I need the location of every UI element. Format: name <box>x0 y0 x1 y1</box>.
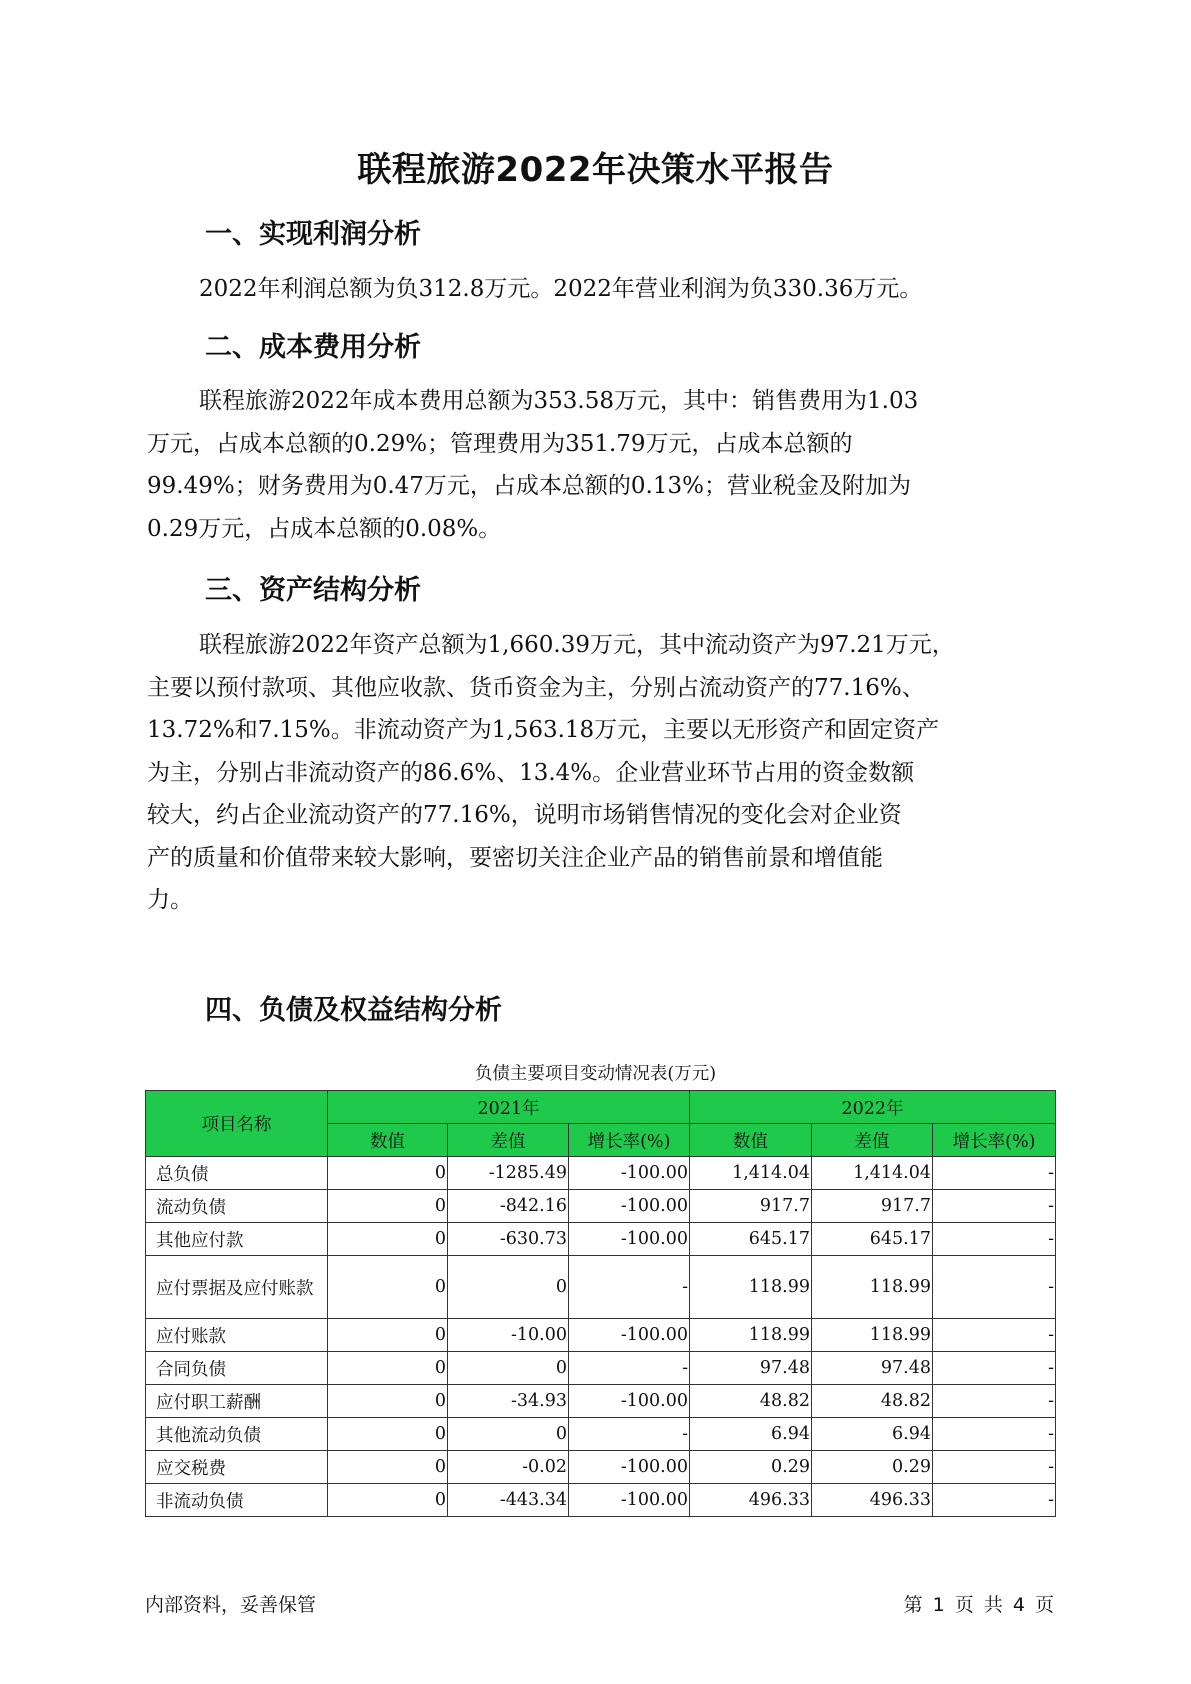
cell-diff-2022: 118.99 <box>812 1319 933 1352</box>
cell-growth-2022: - <box>933 1352 1056 1385</box>
cell-value-2021: 0 <box>328 1418 448 1451</box>
cell-value-2021: 0 <box>328 1385 448 1418</box>
cell-diff-2022: 97.48 <box>812 1352 933 1385</box>
cell-diff-2021: 0 <box>448 1352 569 1385</box>
cell-diff-2021: -842.16 <box>448 1190 569 1223</box>
table-row <box>146 1484 1056 1517</box>
table-row <box>146 1223 1056 1256</box>
header-col-diff-2022: 差值 <box>812 1124 933 1157</box>
section-body-cost <box>147 380 1052 550</box>
paragraph-line: 万元，占成本总额的0.29%；管理费用为351.79万元，占成本总额的 <box>147 430 853 457</box>
paragraph-line: 产的质量和价值带来较大影响，要密切关注企业产品的销售前景和增值能 <box>147 844 883 871</box>
cell-diff-2022: 6.94 <box>812 1418 933 1451</box>
cell-value-2022: 496.33 <box>690 1484 812 1517</box>
cell-value-2022: 48.82 <box>690 1385 812 1418</box>
cell-growth-2021: -100.00 <box>569 1223 690 1256</box>
cell-value-2022: 118.99 <box>690 1319 812 1352</box>
cell-growth-2022: - <box>933 1418 1056 1451</box>
cell-growth-2022: - <box>933 1223 1056 1256</box>
paragraph-line: 联程旅游2022年成本费用总额为353.58万元，其中：销售费用为1.03 <box>199 388 919 414</box>
cell-diff-2021: 0 <box>448 1256 569 1319</box>
cell-item-name: 其他流动负债 <box>146 1418 328 1451</box>
header-col-diff-2021: 差值 <box>448 1124 569 1157</box>
cell-value-2021: 0 <box>328 1352 448 1385</box>
cell-value-2021: 0 <box>328 1451 448 1484</box>
cell-value-2021: 0 <box>328 1256 448 1319</box>
cell-growth-2022: - <box>933 1190 1056 1223</box>
cell-value-2021: 0 <box>328 1319 448 1352</box>
table-row <box>146 1352 1056 1385</box>
footer-page-number: 第 1 页 共 4 页 <box>903 1594 1054 1616</box>
section-heading-liabilities: 四、负债及权益结构分析 <box>205 995 502 1026</box>
cell-value-2022: 0.29 <box>690 1451 812 1484</box>
cell-growth-2021: - <box>569 1418 690 1451</box>
cell-growth-2021: -100.00 <box>569 1319 690 1352</box>
cell-diff-2021: -1285.49 <box>448 1157 569 1190</box>
cell-diff-2021: -630.73 <box>448 1223 569 1256</box>
cell-value-2022: 6.94 <box>690 1418 812 1451</box>
cell-value-2021: 0 <box>328 1484 448 1517</box>
cell-diff-2022: 118.99 <box>812 1256 933 1319</box>
header-col-value-2021: 数值 <box>328 1124 448 1157</box>
table-row <box>146 1319 1056 1352</box>
cell-value-2021: 0 <box>328 1157 448 1190</box>
cell-item-name: 应交税费 <box>146 1451 328 1484</box>
cell-growth-2022: - <box>933 1256 1056 1319</box>
cell-growth-2021: -100.00 <box>569 1157 690 1190</box>
table-row <box>146 1451 1056 1484</box>
cell-growth-2022: - <box>933 1385 1056 1418</box>
section-body-profit <box>147 268 1052 311</box>
header-col-value-2022: 数值 <box>690 1124 812 1157</box>
table-row <box>146 1256 1056 1319</box>
cell-value-2022: 118.99 <box>690 1256 812 1319</box>
paragraph-line: 0.29万元，占成本总额的0.08%。 <box>147 515 502 542</box>
table-caption: 负债主要项目变动情况表(万元) <box>474 1064 717 1084</box>
header-year-2022: 2022年 <box>690 1091 1056 1124</box>
paragraph-line: 2022年利润总额为负312.8万元。2022年营业利润为负330.36万元。 <box>199 276 923 302</box>
report-title: 联程旅游2022年决策水平报告 <box>357 150 834 190</box>
cell-growth-2022: - <box>933 1451 1056 1484</box>
liabilities-table <box>145 1090 1056 1517</box>
cell-item-name: 应付账款 <box>146 1319 328 1352</box>
paragraph-line: 较大，约占企业流动资产的77.16%，说明市场销售情况的变化会对企业资 <box>147 802 902 828</box>
paragraph-line: 联程旅游2022年资产总额为1,660.39万元，其中流动资产为97.21万元， <box>199 632 955 658</box>
cell-item-name: 合同负债 <box>146 1352 328 1385</box>
cell-diff-2022: 48.82 <box>812 1385 933 1418</box>
cell-diff-2021: -10.00 <box>448 1319 569 1352</box>
cell-growth-2022: - <box>933 1319 1056 1352</box>
cell-growth-2021: -100.00 <box>569 1385 690 1418</box>
cell-growth-2021: -100.00 <box>569 1451 690 1484</box>
table-row <box>146 1157 1056 1190</box>
cell-diff-2021: -443.34 <box>448 1484 569 1517</box>
paragraph-line: 13.72%和7.15%。非流动资产为1,563.18万元，主要以无形资产和固定资产 <box>147 717 940 743</box>
section-heading-cost: 二、成本费用分析 <box>205 332 421 363</box>
cell-diff-2021: 0 <box>448 1418 569 1451</box>
table-row <box>146 1418 1056 1451</box>
cell-diff-2022: 645.17 <box>812 1223 933 1256</box>
cell-item-name: 应付票据及应付账款 <box>146 1256 328 1319</box>
cell-value-2022: 97.48 <box>690 1352 812 1385</box>
cell-item-name: 流动负债 <box>146 1190 328 1223</box>
header-col-growth-2022: 增长率(%) <box>933 1124 1056 1157</box>
footer-confidential-note: 内部资料，妥善保管 <box>145 1594 317 1616</box>
section-body-assets <box>147 624 1052 922</box>
section-heading-assets: 三、资产结构分析 <box>205 575 421 606</box>
cell-diff-2022: 917.7 <box>812 1190 933 1223</box>
cell-diff-2022: 0.29 <box>812 1451 933 1484</box>
cell-value-2022: 1,414.04 <box>690 1157 812 1190</box>
header-col-growth-2021: 增长率(%) <box>569 1124 690 1157</box>
cell-growth-2022: - <box>933 1157 1056 1190</box>
section-heading-profit: 一、实现利润分析 <box>205 219 421 250</box>
cell-value-2022: 917.7 <box>690 1190 812 1223</box>
cell-growth-2022: - <box>933 1484 1056 1517</box>
cell-growth-2021: - <box>569 1352 690 1385</box>
cell-diff-2022: 496.33 <box>812 1484 933 1517</box>
cell-value-2021: 0 <box>328 1190 448 1223</box>
table-row <box>146 1190 1056 1223</box>
paragraph-line: 99.49%；财务费用为0.47万元，占成本总额的0.13%；营业税金及附加为 <box>147 473 911 499</box>
cell-diff-2022: 1,414.04 <box>812 1157 933 1190</box>
cell-item-name: 其他应付款 <box>146 1223 328 1256</box>
cell-value-2021: 0 <box>328 1223 448 1256</box>
cell-value-2022: 645.17 <box>690 1223 812 1256</box>
cell-item-name: 应付职工薪酬 <box>146 1385 328 1418</box>
table-row <box>146 1385 1056 1418</box>
cell-diff-2021: -0.02 <box>448 1451 569 1484</box>
cell-diff-2021: -34.93 <box>448 1385 569 1418</box>
header-year-2021: 2021年 <box>328 1091 690 1124</box>
cell-growth-2021: -100.00 <box>569 1190 690 1223</box>
cell-growth-2021: - <box>569 1256 690 1319</box>
paragraph-line: 力。 <box>147 887 193 913</box>
cell-item-name: 总负债 <box>146 1157 328 1190</box>
paragraph-line: 主要以预付款项、其他应收款、货币资金为主，分别占流动资产的77.16%、 <box>147 674 925 701</box>
paragraph-line: 为主，分别占非流动资产的86.6%、13.4%。企业营业环节占用的资金数额 <box>147 759 915 786</box>
header-item-name: 项目名称 <box>146 1091 328 1157</box>
cell-item-name: 非流动负债 <box>146 1484 328 1517</box>
cell-growth-2021: -100.00 <box>569 1484 690 1517</box>
